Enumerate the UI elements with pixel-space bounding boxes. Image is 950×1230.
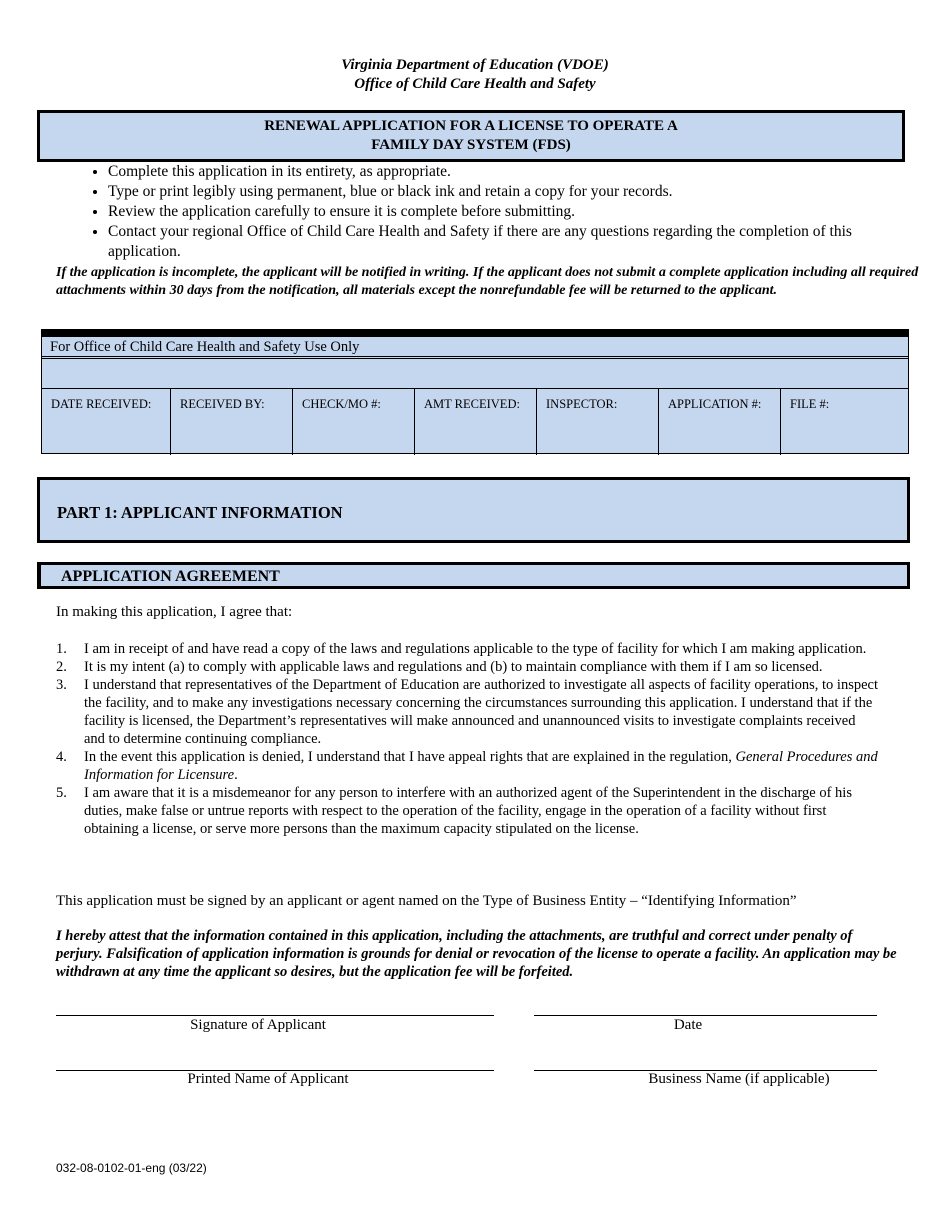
item-text-tail: . — [234, 767, 238, 783]
part1-heading: PART 1: APPLICANT INFORMATION — [37, 477, 910, 543]
date-label: Date — [673, 1017, 703, 1033]
agreement-intro: In making this application, I agree that: — [56, 604, 293, 620]
item-text: I am aware that it is a misdemeanor for any person to interfere with an authorized agent of the Superintendent in the discharge of his duties, make false or untrue reports with respect to the operation of the facility, engage in the operation of a facility without first obtaining a license, or serve more persons than the maximum capacity stipulated on the license. — [84, 785, 852, 837]
agreement-item — [56, 640, 878, 658]
item-text: I am in receipt of and have read a copy of the laws and regulations applicable to the type of facility for which I am making application. — [84, 641, 867, 657]
agreement-list — [56, 640, 878, 838]
instruction-item: • Review the application carefully to ensure it is complete before submitting. — [108, 202, 896, 222]
form-number: 032-08-0102-01-eng (03/22) — [56, 1161, 207, 1175]
agreement-item — [56, 784, 878, 838]
check-mo-field[interactable]: CHECK/MO #: — [293, 389, 415, 455]
inspector-field[interactable]: INSPECTOR: — [537, 389, 659, 455]
item-number: 1. — [56, 641, 67, 657]
instruction-item: • Contact your regional Office of Child Care Health and Safety if there are any questions regarding the completion of this application. — [108, 222, 896, 262]
item-number: 5. — [56, 785, 67, 801]
business-name-label: Business Name (if applicable) — [648, 1071, 830, 1087]
application-number-field[interactable]: APPLICATION #: — [659, 389, 781, 455]
item-number: 2. — [56, 659, 67, 675]
incomplete-notice: If the application is incomplete, the applicant will be notified in writing. If the applicant does not submit a complete application including all required attachments within 30 days from the notification, all materials except the nonrefundable fee will be returned to the applicant. — [56, 265, 919, 298]
office-use-box — [41, 329, 909, 454]
item-text: In the event this application is denied, I understand that I have appeal rights that are explained in the regulation, — [84, 749, 736, 765]
item-number: 4. — [56, 749, 67, 765]
attestation-statement: I hereby attest that the information contained in this application, including the attachments, are truthful and correct under penalty of perjury. Falsification of application information is grounds for denial or revocation of the license to operate a facility. An application may be withdrawn at any time the applicant so desires, but the application fee will be forfeited. — [56, 928, 897, 980]
agreement-item — [56, 658, 878, 676]
printed-name-label: Printed Name of Applicant — [187, 1071, 349, 1087]
date-line[interactable] — [534, 1015, 877, 1016]
agency-name: Virginia Department of Education (VDOE) — [341, 57, 609, 73]
form-title-line-1: RENEWAL APPLICATION FOR A LICENSE TO OPERATE A — [264, 118, 678, 134]
item-number: 3. — [56, 677, 67, 693]
item-text: It is my intent (a) to comply with applicable laws and regulations and (b) to maintain compliance with them if I am so licensed. — [84, 659, 823, 675]
amt-received-field[interactable]: AMT RECEIVED: — [415, 389, 537, 455]
date-received-field[interactable]: DATE RECEIVED: — [42, 389, 171, 455]
agreement-heading: APPLICATION AGREEMENT — [37, 562, 910, 589]
office-use-title: For Office of Child Care Health and Safety Use Only — [42, 337, 908, 359]
signature-requirement-note: This application must be signed by an applicant or agent named on the Type of Business Entity – “Identifying Information” — [56, 893, 797, 909]
office-name: Office of Child Care Health and Safety — [354, 76, 596, 92]
instruction-item: • Type or print legibly using permanent, blue or black ink and retain a copy for your records. — [108, 182, 896, 202]
item-text: I understand that representatives of the Department of Education are authorized to investigate all aspects of facility operations, to inspect the facility, and to make any investigations necessary concerning the circumstances surrounding this application. I understand that if the facility is licensed, the Department’s representatives will make announced and unannounced visits to investigate complaints received and to determine continuing compliance. — [84, 677, 878, 747]
signature-label: Signature of Applicant — [190, 1017, 326, 1033]
agreement-item — [56, 676, 878, 748]
agreement-item — [56, 748, 878, 784]
instructions-list — [56, 162, 896, 262]
office-use-fields — [42, 388, 908, 455]
form-title-line-2: FAMILY DAY SYSTEM (FDS) — [371, 137, 571, 153]
form-title — [37, 110, 905, 162]
signature-line[interactable] — [56, 1015, 494, 1016]
file-number-field[interactable]: FILE #: — [790, 397, 830, 411]
received-by-field[interactable]: RECEIVED BY: — [171, 389, 293, 455]
instruction-item: • Complete this application in its entirety, as appropriate. — [108, 162, 896, 182]
regulation-title: General Procedures and Information for Licensure — [84, 749, 878, 783]
